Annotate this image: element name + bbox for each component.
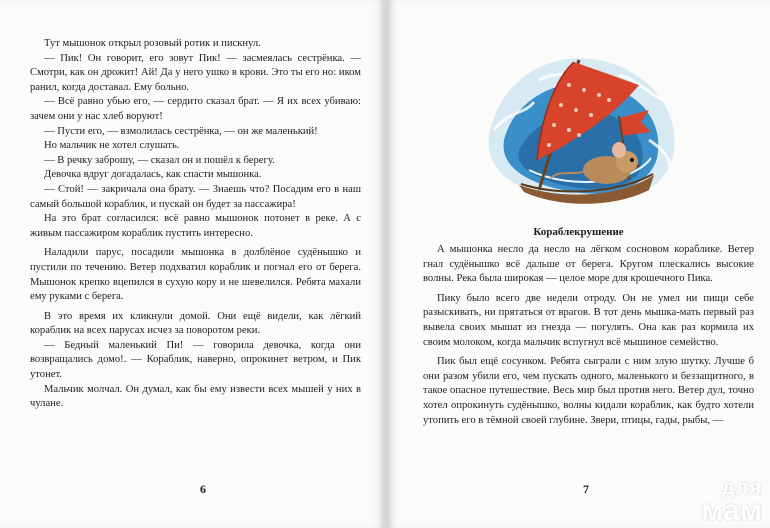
right-page	[387, 0, 770, 528]
paragraph: — Всё равно убью его, — сердито сказал брат. — Я их всех убиваю: зачем они у нас хлеб воруют!	[30, 96, 361, 122]
paragraph: — Пик! Он говорит, его зовут Пик! — засмеялась сестрёнка. — Смотри, как он дрожит! Ай! Да у него ушко в крови. Это ты его но: иком ранил, когда доставал. Ему больно.	[30, 52, 361, 93]
paragraph: В это время их кликнули домой. Они ещё видели, как лёгкий кораблик на всех парусах исчез за поворотом реки.	[30, 310, 361, 337]
paragraph: А мышонка несло да несло на лёгком сосновом кораблике. Ветер гнал судёнышко всё дальше от берега. Кругом плескались высокие волны. Река была широкая — целое море для крошечного Пика.	[423, 244, 754, 285]
paragraph: Девочка вдруг догадалась, как спасти мышонка.	[44, 169, 262, 181]
paragraph: На это брат согласился: всё равно мышонок потонет в реке. А с живым пассажиром кораблик пустить интересно.	[30, 213, 361, 239]
right-page-text	[423, 243, 754, 428]
paragraph: Пику было всего две недели отроду. Он не умел ни пищи себе разыскивать, ни прятаться от врагов. В тот день мышка-мать первый раз вывела своих мышат из гнезда — погулять. Она как раз кормила их своим молоком, когда мальчик вспугнул всё мышиное семейство.	[423, 292, 754, 348]
left-page-text	[30, 37, 361, 412]
chapter-title: Кораблекрушение	[533, 226, 624, 238]
watermark	[701, 477, 762, 527]
page-number: 6	[200, 482, 206, 496]
paragraph: — Пусти его, — взмолилась сестрёнка, — он же маленький!	[44, 125, 318, 137]
paragraph: Мальчик молчал. Он думал, как бы ему извести всех мышей у них в чулане.	[30, 383, 361, 410]
shipwreck-illustration	[479, 40, 689, 210]
paragraph: Но мальчик не хотел слушать.	[44, 140, 180, 152]
paragraph: — В речку заброшу, — сказал он и пошёл к берегу.	[44, 154, 275, 166]
watermark-line: для	[721, 477, 762, 499]
paragraph: — Бедный маленький Пи! — говорила девочка, когда они возвращались домо!. — Кораблик, наверно, опрокинет ветром, и Пик утонет.	[30, 339, 361, 381]
paragraph: Пик был ещё сосунком. Ребята сыграли с ним злую шутку. Лучше б они разом убили его, чем пускать одного, маленького и беззащитного, в такое опасное путешествие. Весь мир был против него. Ветер дул, точно хотел опрокинуть судёнышко, волны кидали кораблик, как будто хотели утопить его в тёмной своей глубине. Звери, птицы, гады, рыбы, —	[423, 356, 754, 426]
page-number: 7	[583, 482, 589, 496]
watermark-line: мам	[701, 494, 762, 527]
paragraph: — Стой! — закричала она брату. — Знаешь что? Посадим его в наш самый большой кораблик, и пускай он будет за пассажира!	[30, 183, 361, 210]
paragraph: Тут мышонок открыл розовый ротик и пискнул.	[44, 38, 261, 49]
paragraph: Наладили парус, посадили мышонка в долблёное судёнышко и пустили по течению. Ветер подхватил кораблик и погнал его от берега. Мышонок крепко вцепился в сухую кору и не шевелился. Ребята махали ему руками с берега.	[30, 247, 361, 303]
